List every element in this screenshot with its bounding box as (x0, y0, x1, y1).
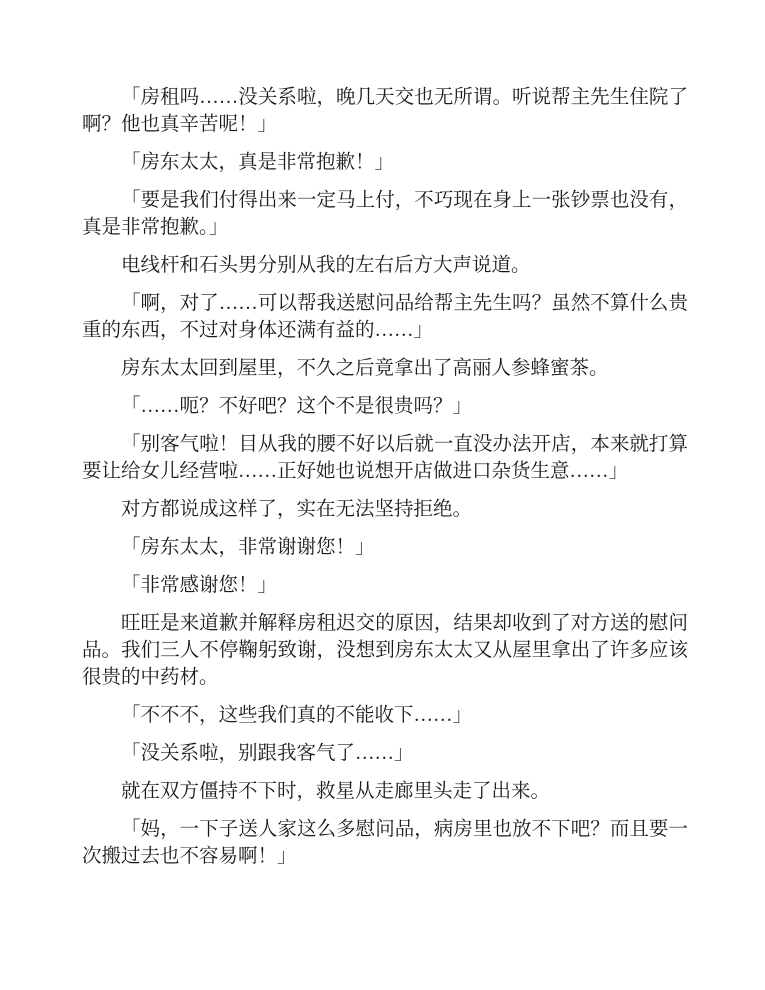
paragraph: 「房东太太，非常谢谢您！」 (121, 537, 375, 558)
paragraph: 房东太太回到屋里，不久之后竟拿出了高丽人参蜂蜜茶。 (121, 358, 609, 379)
paragraph: 「别客气啦！目从我的腰不好以后就一直没办法开店，本来就打算要让给女儿经营啦……正好她也说想开店做进口杂货生意……」 (82, 434, 688, 482)
paragraph: 「要是我们付得出来一定马上付，不巧现在身上一张钞票也没有，真是非常抱歉。」 (82, 190, 688, 238)
paragraph: 旺旺是来道歉并解释房租迟交的原因，结果却收到了对方送的慰问品。我们三人不停鞠躬致谢，没想到房东太太又从屋里拿出了许多应该很贵的中药材。 (82, 613, 688, 688)
paragraph: 「妈，一下子送人家这么多慰问品，病房里也放不下吧？而且要一次搬过去也不容易啊！」 (82, 819, 688, 867)
paragraph: 「非常感谢您！」 (121, 575, 278, 596)
paragraph: 「房东太太，真是非常抱歉！」 (121, 152, 395, 173)
page-text (82, 84, 688, 881)
paragraph: 「房租吗……没关系啦，晚几天交也无所谓。听说帮主先生住院了啊？他也真辛苦呢！」 (82, 87, 688, 135)
paragraph: 「……呃？不好吧？这个不是很贵吗？」 (121, 396, 473, 417)
paragraph: 「不不不，这些我们真的不能收下……」 (121, 705, 473, 726)
paragraph: 「啊，对了……可以帮我送慰问品给帮主先生吗？虽然不算什么贵重的东西，不过对身体还满有益的……」 (82, 293, 688, 341)
paragraph: 对方都说成这样了，实在无法坚持拒绝。 (121, 499, 473, 520)
paragraph: 「没关系啦，别跟我客气了……」 (121, 743, 414, 764)
paragraph: 就在双方僵持不下时，救星从走廊里头走了出来。 (121, 781, 551, 802)
paragraph: 电线杆和石头男分别从我的左右后方大声说道。 (121, 255, 531, 276)
